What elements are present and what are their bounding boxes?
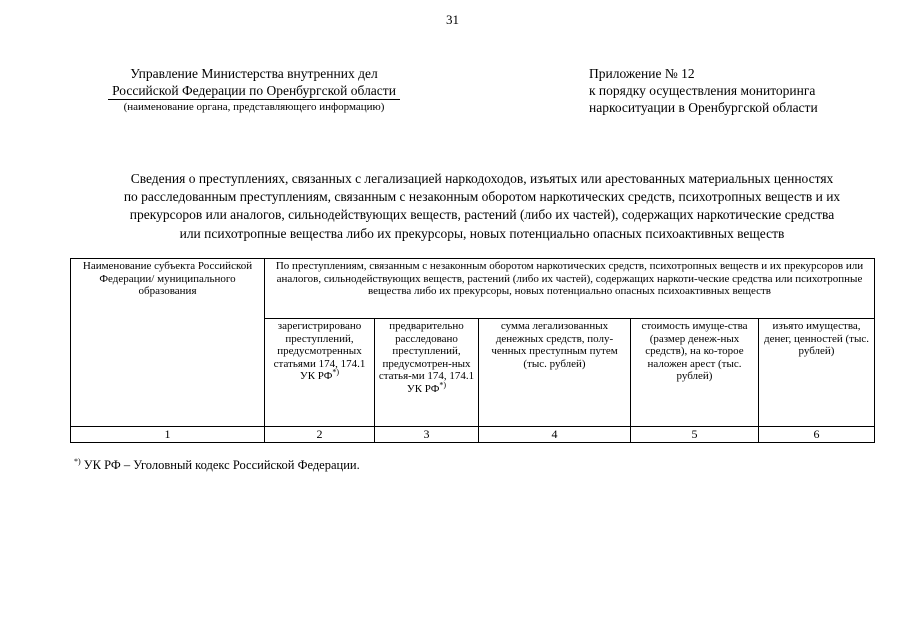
column-number: 5 [631,427,759,443]
appendix-line-2: к порядку осуществления мониторинга [589,83,816,98]
authority-line-1: Управление Министерства внутренних дел [130,66,378,81]
appendix-line-3: наркоситуации в Оренбургской области [589,100,818,115]
issuing-authority-block [74,65,434,114]
header-registered-crimes: зарегистрировано преступлений, предусмотренных статьями 174, 174.1 УК РФ*) [265,319,375,427]
title-line-4: или психотропные вещества либо их прекурсоры, новых потенциально опасных психоактивных веществ [179,225,785,241]
appendix-block [589,65,889,116]
column-number: 1 [71,427,265,443]
column-number: 6 [759,427,875,443]
header-seized-property: изъято имущества, денег, ценностей (тыс. рублей) [759,319,875,427]
page-number: 31 [446,12,459,27]
footnote-mark: *) [439,380,447,390]
column-number: 3 [375,427,479,443]
header-legalized-amount: сумма легализованных денежных средств, полу-ченных преступным путем (тыс. рублей) [479,319,631,427]
document-title [60,170,904,243]
authority-hint: (наименование органа, представляющего информацию) [123,101,385,113]
title-line-2: по расследованным преступлениям, связанным с незаконным оборотом наркотических средств, психотропных веществ и их [123,189,841,205]
header-group-crimes: По преступлениям, связанным с незаконным оборотом наркотических средств, психотропных веществ и их прекурсоров или аналогов, сильнодействующих веществ, растений (либо их частей), содержащих наркоти-ческие средства или психотропные вещества либо их прекурсоры, новых потенциально опасных психоактивных веществ [265,259,875,319]
appendix-line-1: Приложение № 12 [589,66,695,81]
footnote-mark: *) [74,456,81,466]
footnote [74,458,360,473]
column-number: 4 [479,427,631,443]
title-line-1: Сведения о преступлениях, связанных с легализацией наркодоходов, изъятых или арестованных материальных ценностях [130,171,834,186]
header-subject-name: Наименование субъекта Российской Федерации/ муниципального образования [71,259,265,427]
title-line-3: прекурсоров или аналогов, сильнодействующих веществ, растений (либо их частей), содержащих наркотические средства [129,207,835,223]
header-arrested-property: стоимость имуще-ства (размер денеж-ных средств), на ко-торое наложен арест (тыс. рублей) [631,319,759,427]
header-investigated-crimes: предварительно расследовано преступлений, предусмотрен-ных статья-ми 174, 174.1 УК РФ*) [375,319,479,427]
footnote-mark: *) [332,367,340,377]
report-table [70,258,875,443]
authority-line-2: Российской Федерации по Оренбургской области [108,82,400,100]
footnote-text: УК РФ – Уголовный кодекс Российской Федерации. [80,458,360,472]
column-number: 2 [265,427,375,443]
